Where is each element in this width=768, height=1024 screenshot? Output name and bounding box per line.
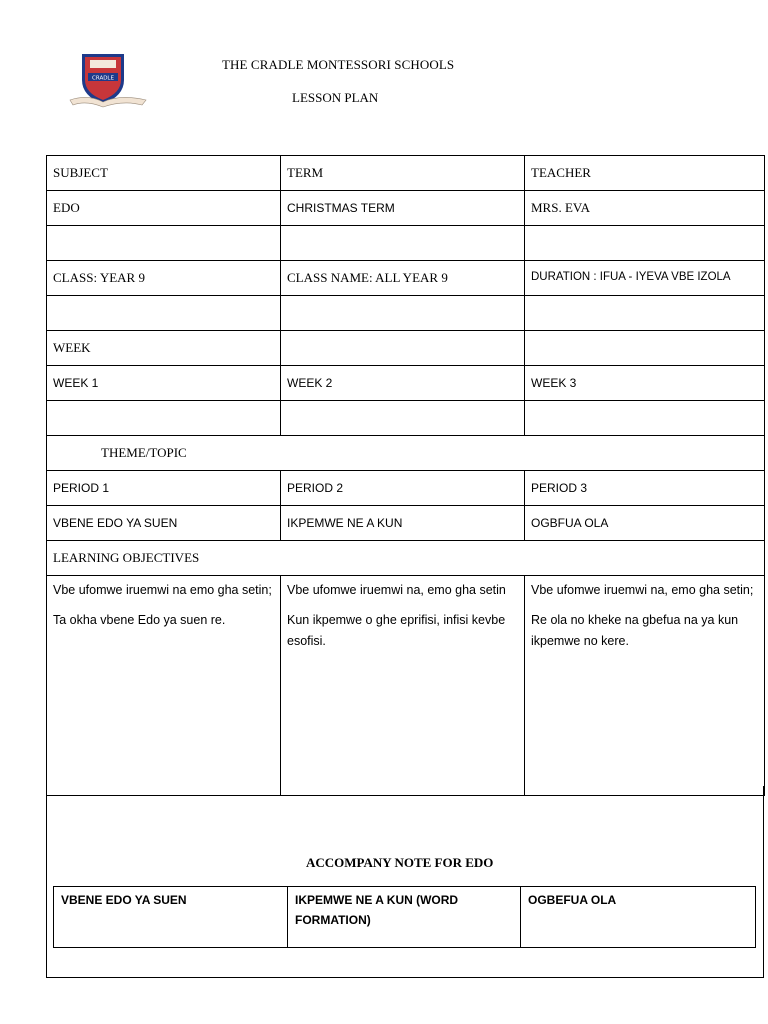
note-column-header: VBENE EDO YA SUEN <box>54 887 288 948</box>
accompany-note-table <box>53 886 756 948</box>
accompany-note-heading: ACCOMPANY NOTE FOR EDO <box>306 855 494 870</box>
period-cell: PERIOD 1 <box>47 471 281 506</box>
weeks-row <box>47 366 765 401</box>
week-cell: WEEK 3 <box>525 366 765 401</box>
theme-row <box>47 436 765 471</box>
svg-text:CRADLE: CRADLE <box>92 75 114 82</box>
period-cell: PERIOD 3 <box>525 471 765 506</box>
week-label: WEEK <box>47 331 281 366</box>
objective-cell <box>47 576 281 796</box>
school-name: THE CRADLE MONTESSORI SCHOOLS <box>222 57 455 72</box>
subject-header: SUBJECT <box>47 156 281 191</box>
empty-row <box>47 296 765 331</box>
school-crest-logo <box>68 50 148 110</box>
objectives-label-row <box>47 541 765 576</box>
empty-row <box>47 401 765 436</box>
objective-intro: Vbe ufomwe iruemwi na, emo gha setin; <box>531 583 754 597</box>
class-cell: CLASS: YEAR 9 <box>47 261 281 296</box>
objective-body: Re ola no kheke na gbefua na ya kun ikpemwe no kere. <box>531 613 739 648</box>
week-label-row <box>47 331 765 366</box>
topic-cell: OGBFUA OLA <box>525 506 765 541</box>
class-name-cell: CLASS NAME: ALL YEAR 9 <box>281 261 525 296</box>
note-column-header: OGBEFUA OLA <box>521 887 756 948</box>
period-cell: PERIOD 2 <box>281 471 525 506</box>
week-cell: WEEK 2 <box>281 366 525 401</box>
week-cell: WEEK 1 <box>47 366 281 401</box>
objective-cell <box>281 576 525 796</box>
document-title: LESSON PLAN <box>292 90 379 105</box>
note-columns-row <box>54 887 756 948</box>
topic-cell: IKPEMWE NE A KUN <box>281 506 525 541</box>
note-column-header: IKPEMWE NE A KUN (WORD FORMATION) <box>288 887 521 948</box>
teacher-value: MRS. EVA <box>525 191 765 226</box>
teacher-header: TEACHER <box>525 156 765 191</box>
accompany-note-section <box>46 786 764 978</box>
objective-body: Kun ikpemwe o ghe eprifisi, infisi kevbe esofisi. <box>287 613 506 648</box>
topic-cell: VBENE EDO YA SUEN <box>47 506 281 541</box>
learning-objectives-label: LEARNING OBJECTIVES <box>47 541 765 576</box>
empty-row <box>47 226 765 261</box>
subject-value: EDO <box>47 191 281 226</box>
theme-topic-label: THEME/TOPIC <box>47 436 765 471</box>
objective-intro: Vbe ufomwe iruemwi na, emo gha setin <box>287 583 506 597</box>
objective-intro: Vbe ufomwe iruemwi na emo gha setin; <box>53 583 272 597</box>
values-row <box>47 191 765 226</box>
objectives-row <box>47 576 765 796</box>
header-row <box>47 156 765 191</box>
topics-row <box>47 506 765 541</box>
lesson-plan-table <box>46 155 765 796</box>
objective-cell <box>525 576 765 796</box>
class-row <box>47 261 765 296</box>
objective-body: Ta okha vbene Edo ya suen re. <box>53 613 226 627</box>
periods-row <box>47 471 765 506</box>
duration-cell: DURATION : IFUA - IYEVA VBE IZOLA <box>525 261 765 296</box>
term-header: TERM <box>281 156 525 191</box>
term-value: CHRISTMAS TERM <box>281 191 525 226</box>
